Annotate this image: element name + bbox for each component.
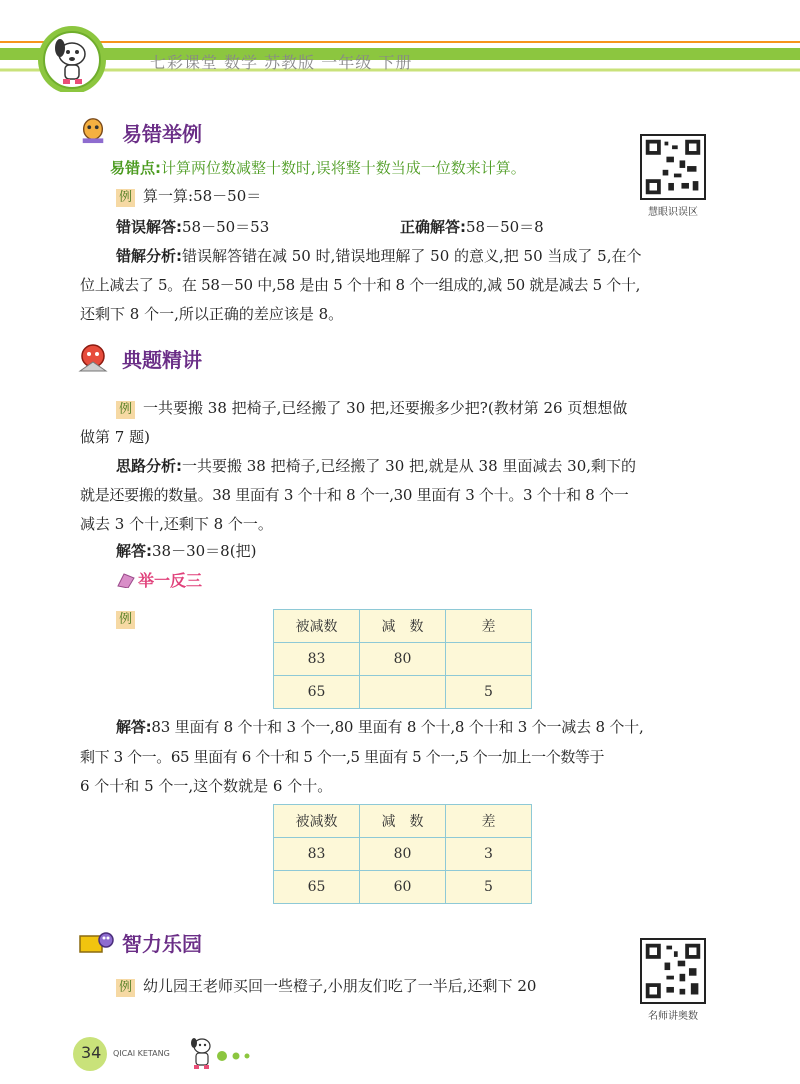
table-header-cell: 减 数 <box>360 610 446 643</box>
table-header-row <box>274 610 532 643</box>
section-title-extend: 举一反三 <box>138 571 203 590</box>
typical-analysis-label: 思路分析: <box>116 457 182 475</box>
table-row <box>274 871 532 904</box>
page-number: 34 <box>81 1043 102 1062</box>
table-cell <box>446 643 532 676</box>
right-answer-label: 正确解答: <box>400 218 466 236</box>
extend-answer-line1 <box>116 711 644 744</box>
table-header-cell: 差 <box>446 610 532 643</box>
table-cell: 65 <box>274 871 360 904</box>
mistake-point-text: 计算两位数减整十数时,误将整十数当成一位数来计算。 <box>161 159 526 177</box>
typical-example-line1 <box>116 392 627 425</box>
section-icon-mistake <box>76 116 110 148</box>
mistake-analysis-text1: 错误解答错在减 50 时,错误地理解了 50 的意义,把 50 当成了 5,在个 <box>182 247 642 265</box>
wrong-answer-label: 错误解答: <box>116 218 182 236</box>
table-row <box>274 838 532 871</box>
example-tag: 例 <box>116 189 135 207</box>
table-cell: 83 <box>274 643 360 676</box>
extend-answer-line2: 剩下 3 个一。65 里面有 6 个十和 5 个一,5 里面有 5 个一,5 个一加上一个数等于 <box>80 748 605 766</box>
table-row <box>274 643 532 676</box>
wrong-answer-value: 58－50＝53 <box>182 218 270 236</box>
mistake-example-text: 算一算:58－50＝ <box>143 187 262 205</box>
typical-answer-label: 解答: <box>116 542 152 560</box>
table-cell: 3 <box>446 838 532 871</box>
qr-code-puzzle[interactable] <box>640 938 706 1008</box>
table-cell: 60 <box>360 871 446 904</box>
table-cell: 80 <box>360 643 446 676</box>
footer-mascot-icon <box>191 1038 210 1069</box>
header-title: 七彩课堂 数学 苏教版 一年级 下册 <box>150 53 413 72</box>
qr-code-mistake[interactable] <box>640 134 706 204</box>
puzzle-example <box>116 970 536 1003</box>
typical-answer <box>116 535 256 568</box>
footer-brand: QICAI KETANG <box>113 1049 170 1058</box>
section-icon-puzzle <box>76 926 116 960</box>
section-title-typical: 典题精讲 <box>122 348 202 372</box>
table-row <box>274 676 532 709</box>
table-cell: 5 <box>446 676 532 709</box>
header-band <box>0 0 800 92</box>
table-cell: 83 <box>274 838 360 871</box>
typical-analysis-line2: 就是还要搬的数量。38 里面有 3 个十和 8 个一,30 里面有 3 个十。3 个十和 8 个一 <box>80 486 629 504</box>
right-answer-value: 58－50＝8 <box>466 218 544 236</box>
typical-example-text1: 一共要搬 38 把椅子,已经搬了 30 把,还要搬多少把?(教材第 26 页想想做 <box>143 399 628 417</box>
table-header-cell: 被减数 <box>274 610 360 643</box>
extend-example-tag-wrap <box>116 608 143 629</box>
footer-decoration <box>70 1034 300 1074</box>
table-header-cell: 差 <box>446 805 532 838</box>
extend-answer-label: 解答: <box>116 718 152 736</box>
example-tag: 例 <box>116 611 135 629</box>
puzzle-example-text: 幼儿园王老师买回一些橙子,小朋友们吃了一半后,还剩下 20 <box>143 977 537 995</box>
extend-table-question <box>273 609 532 709</box>
typical-analysis-line3: 减去 3 个十,还剩下 8 个一。 <box>80 515 273 533</box>
qr-caption-mistake: 慧眼识误区 <box>648 207 698 218</box>
extend-table-answer <box>273 804 532 904</box>
extend-answer-text1: 83 里面有 8 个十和 3 个一,80 里面有 8 个十,8 个十和 3 个一减去 8 个十, <box>151 718 644 736</box>
magnifier-cartoon-icon <box>76 116 110 144</box>
mistake-analysis-line3: 还剩下 8 个一,所以正确的差应该是 8。 <box>80 305 344 323</box>
section-title-mistake: 易错举例 <box>122 122 202 146</box>
example-tag: 例 <box>116 979 135 997</box>
table-cell <box>360 676 446 709</box>
section-title-puzzle: 智力乐园 <box>122 932 202 956</box>
eraser-icon <box>116 572 136 592</box>
mistake-analysis-label: 错解分析: <box>116 247 182 265</box>
table-header-row <box>274 805 532 838</box>
strawberry-cartoon-icon <box>76 342 110 372</box>
typical-example-line2: 做第 7 题) <box>80 428 150 446</box>
example-tag: 例 <box>116 401 135 419</box>
table-cell: 80 <box>360 838 446 871</box>
mistake-point-label: 易错点: <box>110 159 161 177</box>
extend-answer-line3: 6 个十和 5 个一,这个数就是 6 个十。 <box>80 777 333 795</box>
table-header-cell: 被减数 <box>274 805 360 838</box>
mistake-analysis-line2: 位上减去了 5。在 58－50 中,58 是由 5 个十和 8 个一组成的,减 50 就是减去 5 个十, <box>80 276 641 294</box>
section-icon-typical <box>76 342 110 376</box>
puzzle-cartoon-icon <box>76 926 116 956</box>
table-cell: 5 <box>446 871 532 904</box>
typical-analysis-text1: 一共要搬 38 把椅子,已经搬了 30 把,就是从 38 里面减去 30,剩下的 <box>182 457 637 475</box>
typical-answer-value: 38－30＝8(把) <box>152 542 257 560</box>
qr-caption-puzzle: 名师讲奥数 <box>648 1011 698 1022</box>
mistake-example <box>116 180 261 213</box>
table-header-cell: 减 数 <box>360 805 446 838</box>
table-cell: 65 <box>274 676 360 709</box>
